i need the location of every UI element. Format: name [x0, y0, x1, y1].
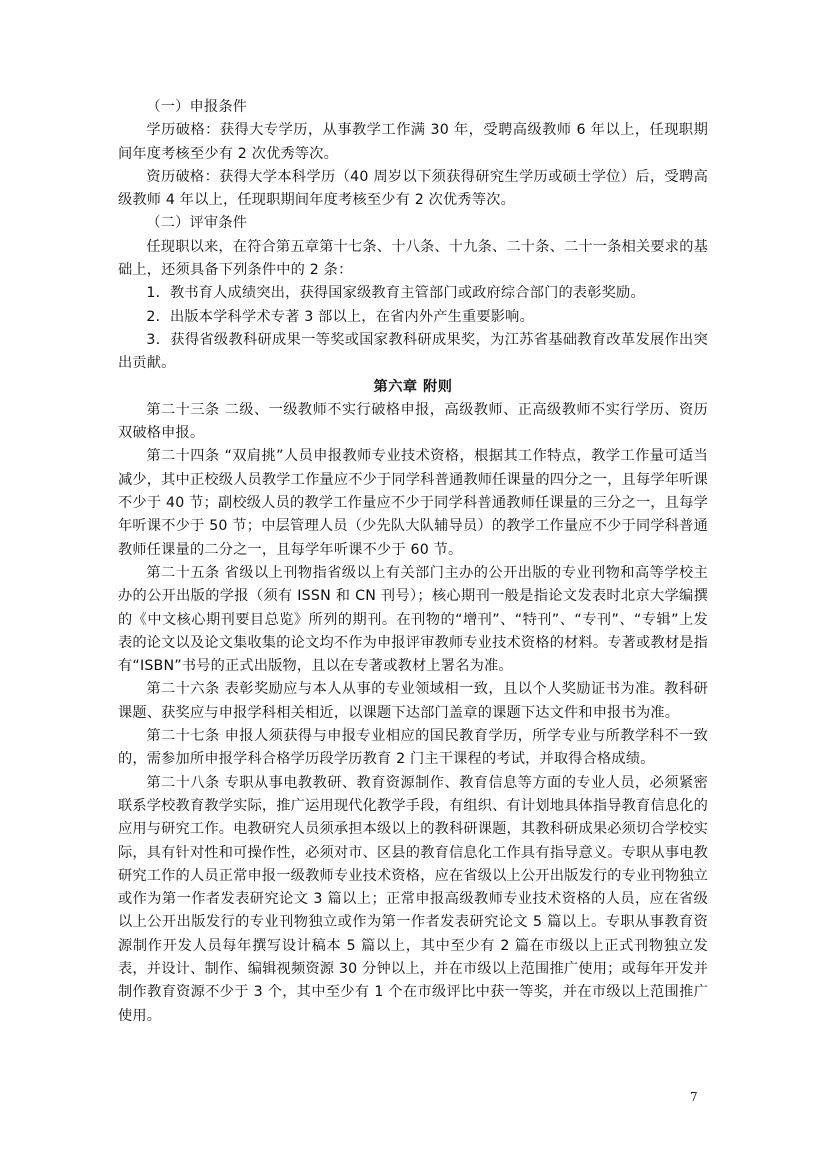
paragraph-education-exception: 学历破格：获得大专学历，从事教学工作满 30 年，受聘高级教师 6 年以上，任现职期间年度考核至少有 2 次优秀等次。	[118, 122, 708, 162]
document-body	[118, 96, 708, 1028]
article-23: 第二十三条 二级、一级教师不实行破格申报，高级教师、正高级教师不实行学历、资历双破格申报。	[118, 401, 708, 442]
list-item-3: 3．获得省级教科研成果一等奖或国家教科研成果奖，为江苏省基础教育改革发展作出突出贡献。	[118, 331, 708, 372]
subsection-heading-application-conditions: （一）申报条件	[146, 99, 248, 115]
paragraph-qualification-exception: 资历破格：获得大学本科学历（40 周岁以下须获得研究生学历或硕士学位）后，受聘高级教师 4 年以上，任现职期间年度考核至少有 2 次优秀等次。	[118, 168, 708, 209]
article-28: 第二十八条 专职从事电教教研、教育资源制作、教育信息等方面的专业人员，必须紧密联系学校教育教学实际，推广运用现代化教学手段，有组织、有计划地具体指导教育信息化的应用与研究工作。电教研究人员须承担本级以上的教科研课题，其教科研成果必须切合学校实际，具有针对性和可操作性，必须对市、区县的教育信息化工作具有指导意义。专职从事电教研究工作的人员正常申报一级教师专业技术资格，应在省级以上公开出版发行的专业刊物独立或作为第一作者发表研究论文 3 篇以上；正常申报高级教师专业技术资格的人员，应在省级以上公开出版发行的专业刊物独立或作为第一作者发表研究论文 5 篇以上。专职从事教育资源制作开发人员每年撰写设计稿本 5 篇以上，其中至少有 2 篇在市级以上正式刊物独立发表，并设计、制作、编辑视频资源 30 分钟以上，并在市级以上范围推广使用；或每年开发并制作教育资源不少于 3 个，其中至少有 1 个在市级评比中获一等奖，并在市级以上范围推广使用。	[118, 774, 708, 1024]
subsection-heading-review-conditions: （二）评审条件	[146, 215, 248, 232]
article-26: 第二十六条 表彰奖励应与本人从事的专业领域相一致，且以个人奖励证书为准。教科研课题、获奖应与申报学科相关相近，以课题下达部门盖章的课题下达文件和申报书为准。	[118, 681, 708, 721]
list-item-2: 2．出版本学科学术专著 3 部以上，在省内外产生重要影响。	[146, 308, 534, 325]
article-27: 第二十七条 申报人须获得与申报专业相应的国民教育学历，所学专业与所教学科不一致的，需参加所申报学科合格学历段学历教育 2 门主干课程的考试，并取得合格成绩。	[118, 728, 708, 768]
list-item-1: 1．教书育人成绩突出，获得国家级教育主管部门或政府综合部门的表彰奖励。	[146, 285, 645, 302]
chapter-heading: 第六章 附则	[373, 378, 453, 395]
article-25: 第二十五条 省级以上刊物指省级以上有关部门主办的公开出版的专业刊物和高等学校主办的公开出版的学报（须有 ISSN 和 CN 刊号）；核心期刊一般是指论文发表时北京大学编撰的《中文核心期刊要目总览》所列的期刊。在刊物的“增刊”、“特刊”、“专刊”、“专辑”上发表的论文以及论文集收集的论文均不作为申报评审教师专业技术资格的材料。专著或教材是指有“ISBN”书号的正式出版物，且以在专著或教材上署名为准。	[118, 564, 708, 675]
page-number: 7	[690, 1090, 698, 1104]
article-24: 第二十四条 “双肩挑”人员申报教师专业技术资格，根据其工作特点，教学工作量可适当减少，其中正校级人员教学工作量应不少于同学科普通教师任课量的四分之一，且每学年听课不少于 40 节；副校级人员的教学工作量应不少于同学科普通教师任课量的三分之一，且每学年听课不少于 50 节；中层管理人员（少先队大队辅导员）的教学工作量应不少于同学科普通教师任课量的二分之一，且每学年听课不少于 60 节。	[118, 448, 708, 558]
paragraph-review-intro: 任现职以来，在符合第五章第十七条、十八条、十九条、二十条、二十一条相关要求的基础上，还须具备下列条件中的 2 条：	[118, 238, 708, 279]
